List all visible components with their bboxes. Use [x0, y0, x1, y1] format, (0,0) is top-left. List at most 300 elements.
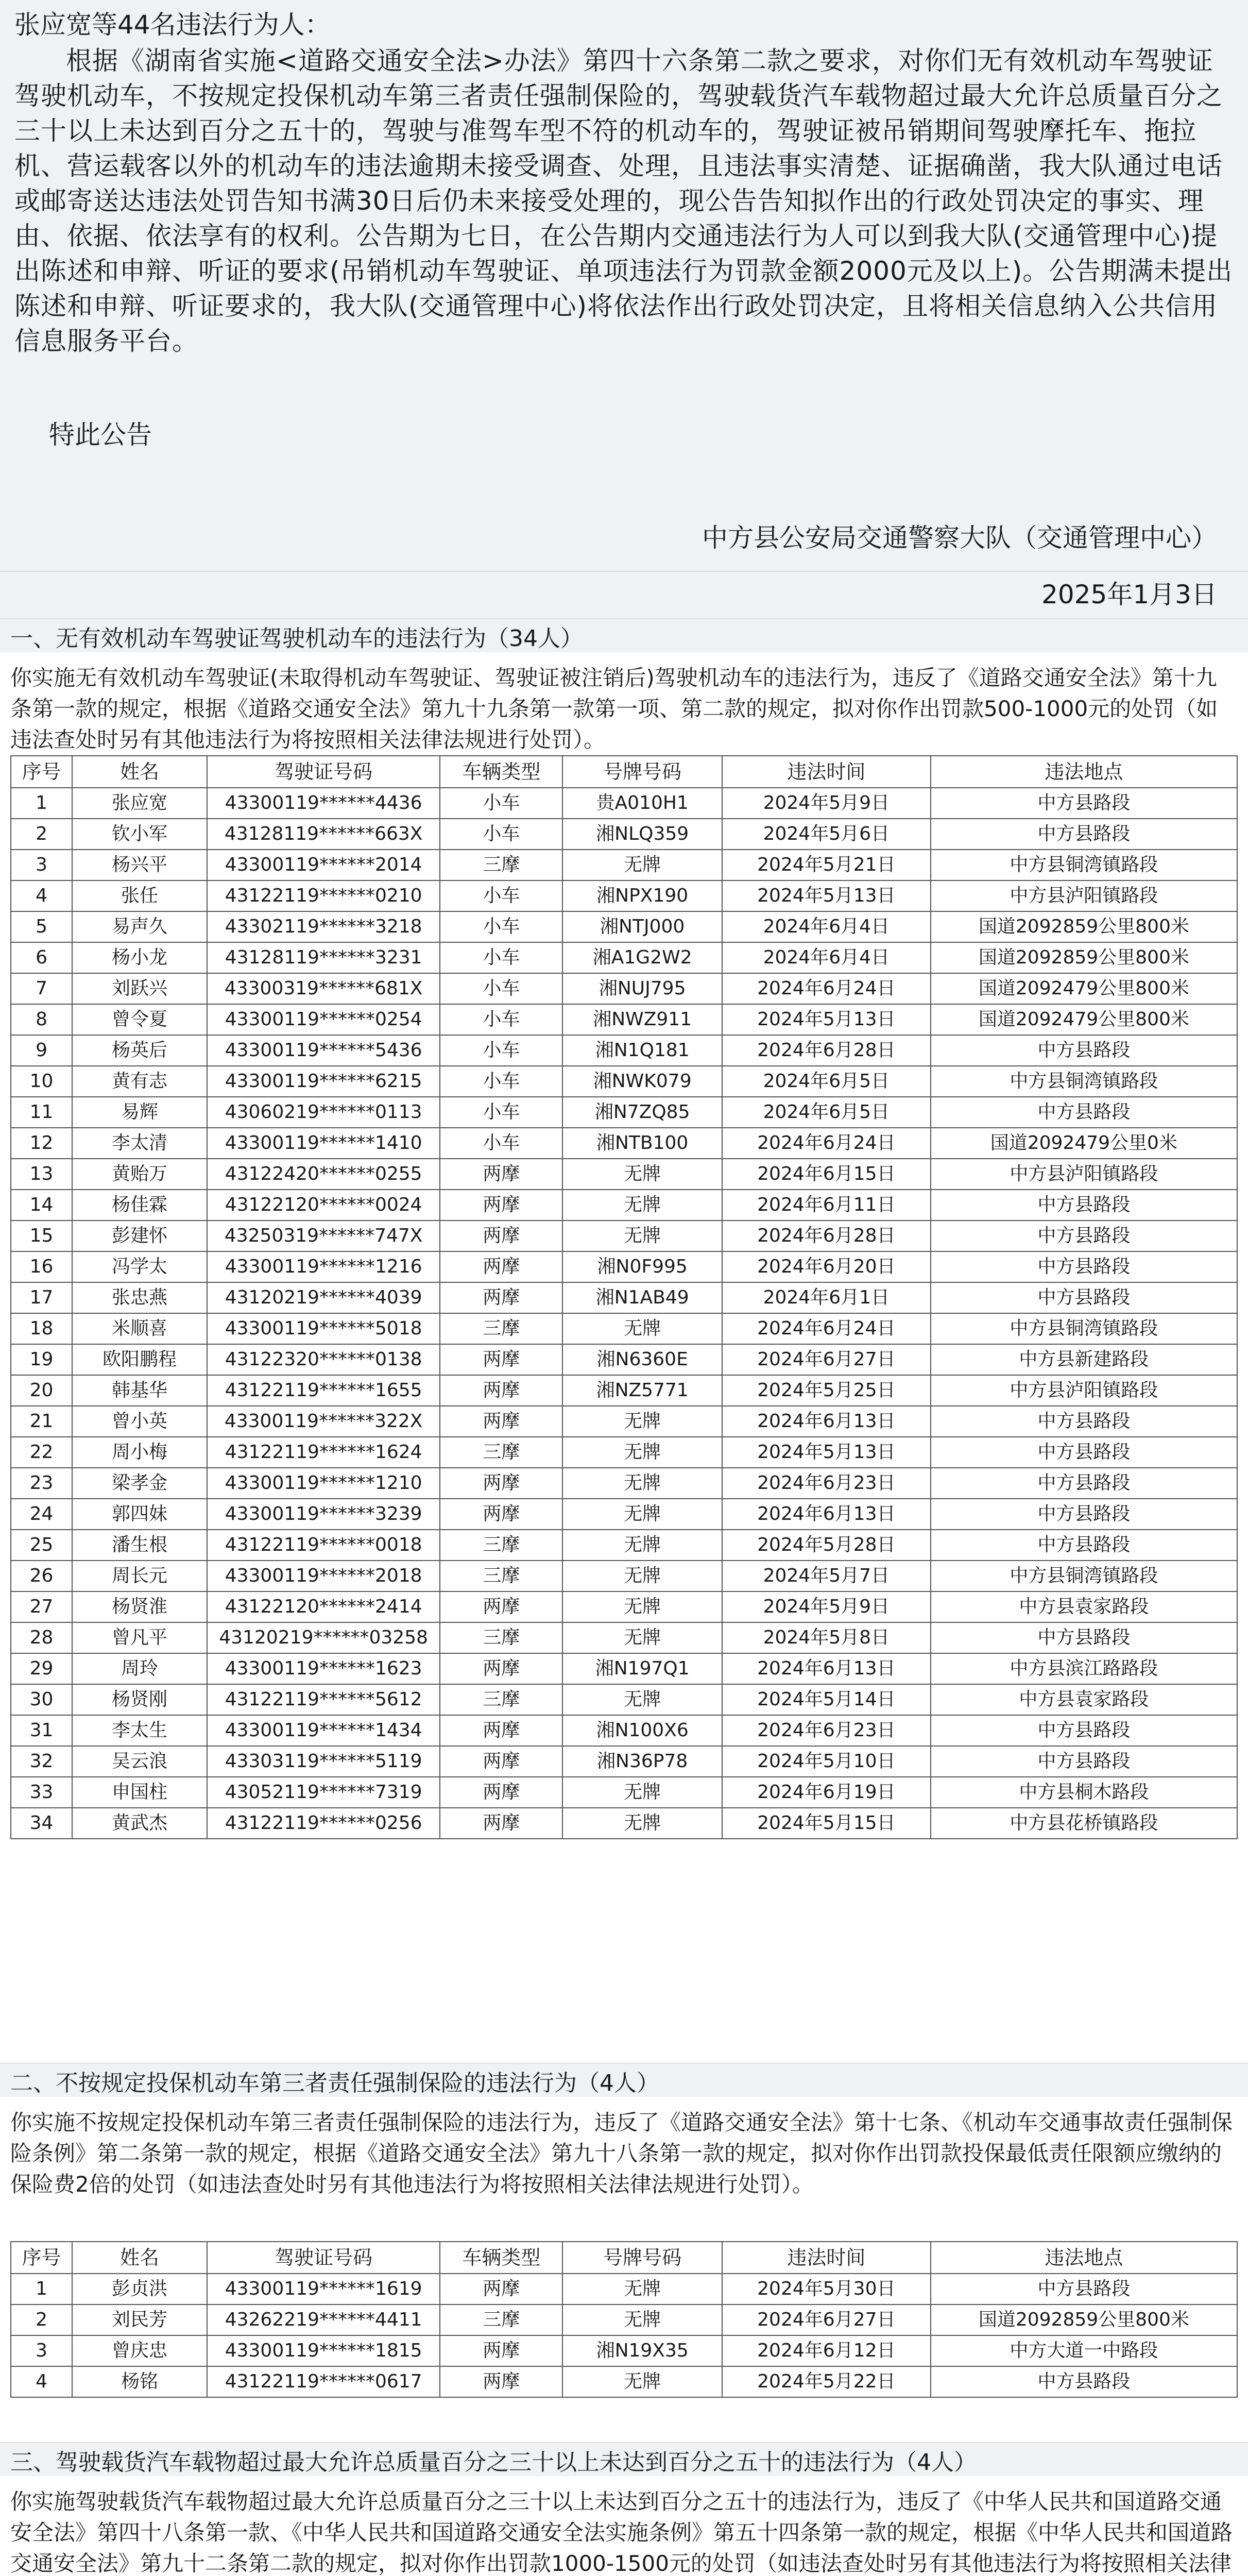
table-row	[11, 1684, 1237, 1715]
table-cell: 湘NTB100	[562, 1128, 722, 1159]
table-cell: 中方县路段	[931, 2274, 1237, 2304]
table-cell: 2024年6月24日	[722, 1313, 931, 1344]
table-cell: 湘NTJ000	[562, 911, 722, 942]
table-row	[11, 788, 1237, 819]
table-cell: 无牌	[562, 850, 722, 880]
section-3	[0, 2442, 1248, 2576]
table-cell: 2024年5月28日	[722, 1530, 931, 1561]
table-row	[11, 1437, 1237, 1468]
table-cell: 2024年6月23日	[722, 1468, 931, 1499]
table-cell: 三摩	[440, 1684, 562, 1715]
table-cell: 14	[11, 1190, 72, 1221]
table-cell: 43300119******3239	[207, 1499, 440, 1530]
table-cell: 两摩	[440, 2274, 562, 2304]
table-cell: 两摩	[440, 1190, 562, 1221]
column-header: 车辆类型	[440, 2242, 562, 2274]
table-cell: 31	[11, 1715, 72, 1746]
table-header-row	[11, 2242, 1237, 2274]
violation-table	[10, 755, 1238, 1839]
section-body: 你实施不按规定投保机动车第三者责任强制保险的违法行为，违反了《道路交通安全法》第十七条、《机动车交通事故责任强制保险条例》第二条第一款的规定，根据《道路交通安全法》第九十八条第一款的规定，拟对你作出罚款投保最低责任限额应缴纳的保险费2倍的处罚（如违法查处时另有其他违法行为将按照相关法律法规进行处罚）。	[10, 2110, 1233, 2197]
table-cell: 2024年6月13日	[722, 1406, 931, 1437]
column-header: 姓名	[72, 2242, 207, 2274]
table-cell: 杨铭	[72, 2366, 207, 2397]
table-cell: 黄贻万	[72, 1159, 207, 1190]
table-cell: 李太清	[72, 1128, 207, 1159]
table-cell: 无牌	[562, 1313, 722, 1344]
column-header: 车辆类型	[440, 756, 562, 788]
violation-table	[10, 2241, 1238, 2398]
table-cell: 小车	[440, 942, 562, 973]
table-cell: 2024年5月13日	[722, 1004, 931, 1035]
table-cell: 三摩	[440, 1530, 562, 1561]
table-cell: 43300319******681X	[207, 973, 440, 1004]
table-cell: 中方县路段	[931, 788, 1237, 819]
table-cell: 国道2092479公里0米	[931, 1128, 1237, 1159]
table-row	[11, 1499, 1237, 1530]
table-cell: 周小梅	[72, 1437, 207, 1468]
column-header: 姓名	[72, 756, 207, 788]
table-cell: 无牌	[562, 1530, 722, 1561]
table-cell: 32	[11, 1746, 72, 1777]
table-header-row	[11, 756, 1237, 788]
table-cell: 两摩	[440, 1777, 562, 1808]
table-cell: 10	[11, 1066, 72, 1097]
table-cell: 中方县泸阳镇路段	[931, 880, 1237, 911]
table-cell: 两摩	[440, 1591, 562, 1622]
table-cell: 易辉	[72, 1097, 207, 1128]
table-cell: 曾小英	[72, 1406, 207, 1437]
table-cell: 中方县袁家路段	[931, 1591, 1237, 1622]
table-cell: 43122119******0256	[207, 1808, 440, 1839]
table-cell: 中方县路段	[931, 819, 1237, 850]
table-cell: 43060219******0113	[207, 1097, 440, 1128]
table-cell: 无牌	[562, 1221, 722, 1251]
table-cell: 两摩	[440, 1746, 562, 1777]
table-cell: 2024年6月12日	[722, 2335, 931, 2366]
table-cell: 中方县路段	[931, 1190, 1237, 1221]
table-cell: 中方县泸阳镇路段	[931, 1375, 1237, 1406]
table-cell: 两摩	[440, 1159, 562, 1190]
table-cell: 43300119******1410	[207, 1128, 440, 1159]
table-cell: 2024年5月9日	[722, 788, 931, 819]
table-cell: 43300119******1815	[207, 2335, 440, 2366]
table-cell: 湘NLQ359	[562, 819, 722, 850]
table-row	[11, 850, 1237, 880]
section-1	[0, 618, 1248, 1839]
table-cell: 2024年5月9日	[722, 1591, 931, 1622]
table-cell: 43122320******0138	[207, 1344, 440, 1375]
table-cell: 无牌	[562, 1777, 722, 1808]
table-cell: 2024年6月27日	[722, 1344, 931, 1375]
table-cell: 43300119******5018	[207, 1313, 440, 1344]
table-cell: 两摩	[440, 1344, 562, 1375]
table-cell: 2024年6月20日	[722, 1251, 931, 1282]
table-row	[11, 1530, 1237, 1561]
table-cell: 中方大道一中路段	[931, 2335, 1237, 2366]
table-cell: 2024年5月13日	[722, 880, 931, 911]
table-cell: 2024年6月5日	[722, 1066, 931, 1097]
column-header: 序号	[11, 2242, 72, 2274]
table-cell: 黄武杰	[72, 1808, 207, 1839]
table-cell: 43122120******2414	[207, 1591, 440, 1622]
column-header: 序号	[11, 756, 72, 788]
table-row	[11, 1591, 1237, 1622]
table-cell: 国道2092479公里800米	[931, 973, 1237, 1004]
table-row	[11, 1035, 1237, 1066]
table-row	[11, 1468, 1237, 1499]
table-cell: 中方县路段	[931, 1251, 1237, 1282]
table-cell: 湘N19X35	[562, 2335, 722, 2366]
table-cell: 湘N100X6	[562, 1715, 722, 1746]
table-cell: 43300119******2018	[207, 1561, 440, 1591]
table-row	[11, 1406, 1237, 1437]
table-row	[11, 819, 1237, 850]
table-cell: 43300119******1623	[207, 1653, 440, 1684]
table-cell: 小车	[440, 880, 562, 911]
table-cell: 19	[11, 1344, 72, 1375]
column-header: 违法地点	[931, 756, 1237, 788]
table-cell: 无牌	[562, 2366, 722, 2397]
table-cell: 中方县路段	[931, 1282, 1237, 1313]
table-cell: 43300119******0254	[207, 1004, 440, 1035]
table-cell: 2024年6月15日	[722, 1159, 931, 1190]
section-title: 一、无有效机动车驾驶证驾驶机动车的违法行为（34人）	[0, 618, 1248, 652]
table-cell: 中方县路段	[931, 1437, 1237, 1468]
table-row	[11, 911, 1237, 942]
table-cell: 28	[11, 1622, 72, 1653]
table-cell: 2024年6月27日	[722, 2304, 931, 2335]
table-cell: 2024年5月22日	[722, 2366, 931, 2397]
table-cell: 43122119******5612	[207, 1684, 440, 1715]
table-cell: 无牌	[562, 1591, 722, 1622]
table-cell: 曾令夏	[72, 1004, 207, 1035]
table-cell: 杨贤刚	[72, 1684, 207, 1715]
table-cell: 43120219******4039	[207, 1282, 440, 1313]
table-cell: 43128119******3231	[207, 942, 440, 973]
table-cell: 中方县铜湾镇路段	[931, 850, 1237, 880]
table-cell: 中方县铜湾镇路段	[931, 1313, 1237, 1344]
table-cell: 小车	[440, 819, 562, 850]
table-cell: 43300119******1216	[207, 1251, 440, 1282]
table-cell: 湘N1AB49	[562, 1282, 722, 1313]
table-cell: 43122119******0018	[207, 1530, 440, 1561]
table-cell: 21	[11, 1406, 72, 1437]
table-cell: 两摩	[440, 1499, 562, 1530]
table-row	[11, 2335, 1237, 2366]
table-cell: 中方县路段	[931, 1622, 1237, 1653]
table-cell: 2024年6月13日	[722, 1499, 931, 1530]
table-cell: 2024年5月6日	[722, 819, 931, 850]
section-body: 你实施驾驶载货汽车载物超过最大允许总质量百分之三十以上未达到百分之五十的违法行为，违反了《中华人民共和国道路交通安全法》第四十八条第一款、《中华人民共和国道路交通安全法实施条例》第五十四条第一款的规定，根据《中华人民共和国道路交通安全法》第九十二条第二款的规定，拟对你作出罚款1000-1500元的处罚（如违法查处时另有其他违法行为将按照相关法律	[10, 2489, 1233, 2576]
table-cell: 刘跃兴	[72, 973, 207, 1004]
table-row	[11, 942, 1237, 973]
table-cell: 湘NZ5771	[562, 1375, 722, 1406]
section-title: 三、驾驶载货汽车载物超过最大允许总质量百分之三十以上未达到百分之五十的违法行为（4人）	[0, 2442, 1248, 2476]
table-cell: 中方县泸阳镇路段	[931, 1159, 1237, 1190]
notice-paragraph: 根据《湖南省实施<道路交通安全法>办法》第四十六条第二款之要求，对你们无有效机动车驾驶证驾驶机动车，不按规定投保机动车第三者责任强制保险的，驾驶载货汽车载物超过最大允许总质量百分之三十以上未达到百分之五十的，驾驶与准驾车型不符的机动车的，驾驶证被吊销期间驾驶摩托车、拖拉机、营运载客以外的机动车的违法逾期未接受调查、处理，且违法事实清楚、证据确凿，我大队通过电话或邮寄送达违法处罚告知书满30日后仍未来接受处理的，现公告告知拟作出的行政处罚决定的事实、理由、依据、依法享有的权利。公告期为七日，在公告期内交通违法行为人可以到我大队(交通管理中心)提出陈述和申辩、听证的要求(吊销机动车驾驶证、单项违法行为罚款金额2000元及以上)。公告期满未提出陈述和申辩、听证要求的，我大队(交通管理中心)将依法作出行政处罚决定，且将相关信息纳入公共信用信息服务平台。	[14, 46, 1233, 356]
table-cell: 27	[11, 1591, 72, 1622]
table-cell: 2024年5月14日	[722, 1684, 931, 1715]
table-cell: 国道2092859公里800米	[931, 2304, 1237, 2335]
table-cell: 9	[11, 1035, 72, 1066]
table-cell: 湘A1G2W2	[562, 942, 722, 973]
table-cell: 周玲	[72, 1653, 207, 1684]
table-cell: 三摩	[440, 2304, 562, 2335]
table-cell: 26	[11, 1561, 72, 1591]
table-cell: 小车	[440, 973, 562, 1004]
table-cell: 杨小龙	[72, 942, 207, 973]
closing-text: 特此公告	[49, 420, 152, 450]
table-cell: 中方县铜湾镇路段	[931, 1066, 1237, 1097]
table-cell: 中方县袁家路段	[931, 1684, 1237, 1715]
table-cell: 钦小军	[72, 819, 207, 850]
table-cell: 无牌	[562, 1499, 722, 1530]
column-header: 违法地点	[931, 2242, 1237, 2274]
table-cell: 29	[11, 1653, 72, 1684]
table-cell: 中方县路段	[931, 1035, 1237, 1066]
table-cell: 湘N36P78	[562, 1746, 722, 1777]
table-cell: 25	[11, 1530, 72, 1561]
table-cell: 湘N0F995	[562, 1251, 722, 1282]
table-cell: 11	[11, 1097, 72, 1128]
table-cell: 两摩	[440, 1221, 562, 1251]
table-cell: 两摩	[440, 1715, 562, 1746]
table-cell: 彭建怀	[72, 1221, 207, 1251]
table-cell: 中方县路段	[931, 1097, 1237, 1128]
table-cell: 贵A010H1	[562, 788, 722, 819]
table-cell: 2024年6月28日	[722, 1035, 931, 1066]
table-cell: 吴云浪	[72, 1746, 207, 1777]
table-cell: 43300119******4436	[207, 788, 440, 819]
table-cell: 2024年5月15日	[722, 1808, 931, 1839]
table-cell: 2024年5月10日	[722, 1746, 931, 1777]
table-row	[11, 1066, 1237, 1097]
table-cell: 两摩	[440, 1808, 562, 1839]
table-cell: 中方县路段	[931, 1530, 1237, 1561]
table-cell: 43122119******1624	[207, 1437, 440, 1468]
table-cell: 2024年6月24日	[722, 1128, 931, 1159]
table-cell: 24	[11, 1499, 72, 1530]
section-title: 二、不按规定投保机动车第三者责任强制保险的违法行为（4人）	[0, 2063, 1248, 2097]
table-cell: 6	[11, 942, 72, 973]
table-cell: 2024年5月21日	[722, 850, 931, 880]
table-cell: 张应宽	[72, 788, 207, 819]
table-cell: 小车	[440, 1066, 562, 1097]
table-row	[11, 1004, 1237, 1035]
table-cell: 无牌	[562, 1190, 722, 1221]
table-cell: 2024年6月13日	[722, 1653, 931, 1684]
table-cell: 申国柱	[72, 1777, 207, 1808]
table-row	[11, 1251, 1237, 1282]
table-cell: 1	[11, 788, 72, 819]
table-cell: 曾庆忠	[72, 2335, 207, 2366]
table-cell: 杨佳霖	[72, 1190, 207, 1221]
table-row	[11, 1746, 1237, 1777]
table-row	[11, 880, 1237, 911]
table-cell: 国道2092859公里800米	[931, 911, 1237, 942]
table-cell: 17	[11, 1282, 72, 1313]
table-cell: 湘NWK079	[562, 1066, 722, 1097]
table-cell: 43300119******1434	[207, 1715, 440, 1746]
table-cell: 43122119******0210	[207, 880, 440, 911]
table-row	[11, 2304, 1237, 2335]
table-cell: 7	[11, 973, 72, 1004]
table-cell: 米顺喜	[72, 1313, 207, 1344]
table-row	[11, 1808, 1237, 1839]
table-cell: 43128119******663X	[207, 819, 440, 850]
table-cell: 中方县路段	[931, 2366, 1237, 2397]
table-cell: 中方县滨江路路段	[931, 1653, 1237, 1684]
table-cell: 中方县路段	[931, 1715, 1237, 1746]
table-cell: 43300119******2014	[207, 850, 440, 880]
table-row	[11, 1128, 1237, 1159]
table-cell: 无牌	[562, 1561, 722, 1591]
table-cell: 杨贤淮	[72, 1591, 207, 1622]
table-cell: 曾凡平	[72, 1622, 207, 1653]
table-row	[11, 1159, 1237, 1190]
table-row	[11, 1221, 1237, 1251]
table-row	[11, 1097, 1237, 1128]
table-cell: 43262219******4411	[207, 2304, 440, 2335]
table-cell: 国道2092479公里800米	[931, 1004, 1237, 1035]
table-cell: 43300119******6215	[207, 1066, 440, 1097]
table-cell: 2024年6月19日	[722, 1777, 931, 1808]
table-cell: 2024年5月30日	[722, 2274, 931, 2304]
table-cell: 中方县路段	[931, 1499, 1237, 1530]
issue-date: 2025年1月3日	[1041, 580, 1217, 609]
table-cell: 无牌	[562, 1406, 722, 1437]
table-cell: 无牌	[562, 2274, 722, 2304]
table-cell: 小车	[440, 1004, 562, 1035]
table-cell: 周长元	[72, 1561, 207, 1591]
table-cell: 23	[11, 1468, 72, 1499]
column-header: 号牌号码	[562, 2242, 722, 2274]
table-cell: 中方县路段	[931, 1746, 1237, 1777]
table-cell: 无牌	[562, 1622, 722, 1653]
table-cell: 两摩	[440, 2335, 562, 2366]
table-cell: 彭贞洪	[72, 2274, 207, 2304]
table-cell: 李太生	[72, 1715, 207, 1746]
notice-header	[0, 0, 1248, 571]
table-cell: 韩基华	[72, 1375, 207, 1406]
table-cell: 34	[11, 1808, 72, 1839]
table-cell: 43122420******0255	[207, 1159, 440, 1190]
table-row	[11, 1313, 1237, 1344]
table-cell: 三摩	[440, 1437, 562, 1468]
date-bar	[0, 571, 1248, 619]
table-cell: 2024年5月8日	[722, 1622, 931, 1653]
table-cell: 三摩	[440, 850, 562, 880]
table-cell: 5	[11, 911, 72, 942]
table-cell: 43300119******5436	[207, 1035, 440, 1066]
table-cell: 2024年6月11日	[722, 1190, 931, 1221]
table-cell: 33	[11, 1777, 72, 1808]
table-cell: 43052119******7319	[207, 1777, 440, 1808]
table-row	[11, 1190, 1237, 1221]
table-cell: 欧阳鹏程	[72, 1344, 207, 1375]
table-cell: 冯学太	[72, 1251, 207, 1282]
table-cell: 潘生根	[72, 1530, 207, 1561]
table-cell: 无牌	[562, 2304, 722, 2335]
table-cell: 8	[11, 1004, 72, 1035]
table-cell: 2024年6月4日	[722, 942, 931, 973]
table-cell: 无牌	[562, 1468, 722, 1499]
table-cell: 22	[11, 1437, 72, 1468]
table-cell: 中方县路段	[931, 1406, 1237, 1437]
table-row	[11, 1622, 1237, 1653]
table-cell: 三摩	[440, 1622, 562, 1653]
table-cell: 4	[11, 880, 72, 911]
table-cell: 无牌	[562, 1437, 722, 1468]
table-row	[11, 2366, 1237, 2397]
table-cell: 13	[11, 1159, 72, 1190]
table-cell: 中方县路段	[931, 1221, 1237, 1251]
table-cell: 43302119******3218	[207, 911, 440, 942]
table-row	[11, 1715, 1237, 1746]
table-cell: 小车	[440, 911, 562, 942]
table-cell: 中方县路段	[931, 1468, 1237, 1499]
table-cell: 梁孝金	[72, 1468, 207, 1499]
table-cell: 两摩	[440, 1653, 562, 1684]
table-cell: 两摩	[440, 1282, 562, 1313]
table-cell: 12	[11, 1128, 72, 1159]
table-cell: 2024年6月24日	[722, 973, 931, 1004]
table-cell: 2024年6月23日	[722, 1715, 931, 1746]
table-cell: 2024年6月28日	[722, 1221, 931, 1251]
table-cell: 小车	[440, 1128, 562, 1159]
table-cell: 湘NUJ795	[562, 973, 722, 1004]
table-row	[11, 1344, 1237, 1375]
table-cell: 43300119******1619	[207, 2274, 440, 2304]
table-cell: 湘N1Q181	[562, 1035, 722, 1066]
table-cell: 43122119******1655	[207, 1375, 440, 1406]
table-row	[11, 1561, 1237, 1591]
table-cell: 中方县花桥镇路段	[931, 1808, 1237, 1839]
table-row	[11, 1375, 1237, 1406]
table-cell: 43120219******03258	[207, 1622, 440, 1653]
table-row	[11, 1282, 1237, 1313]
table-cell: 小车	[440, 1097, 562, 1128]
table-cell: 2024年6月4日	[722, 911, 931, 942]
table-cell: 2024年5月7日	[722, 1561, 931, 1591]
issuer-name: 中方县公安局交通警察大队（交通管理中心）	[702, 523, 1217, 553]
table-cell: 1	[11, 2274, 72, 2304]
table-cell: 张忠燕	[72, 1282, 207, 1313]
table-cell: 15	[11, 1221, 72, 1251]
table-cell: 中方县桐木路段	[931, 1777, 1237, 1808]
table-cell: 黄有志	[72, 1066, 207, 1097]
table-cell: 小车	[440, 1035, 562, 1066]
table-cell: 20	[11, 1375, 72, 1406]
table-cell: 2024年5月25日	[722, 1375, 931, 1406]
table-cell: 3	[11, 850, 72, 880]
table-row	[11, 1653, 1237, 1684]
table-row	[11, 973, 1237, 1004]
table-cell: 三摩	[440, 1561, 562, 1591]
table-cell: 4	[11, 2366, 72, 2397]
table-cell: 两摩	[440, 1251, 562, 1282]
table-cell: 无牌	[562, 1808, 722, 1839]
table-cell: 43122120******0024	[207, 1190, 440, 1221]
table-cell: 湘N197Q1	[562, 1653, 722, 1684]
table-cell: 43122119******0617	[207, 2366, 440, 2397]
table-cell: 两摩	[440, 1468, 562, 1499]
table-cell: 无牌	[562, 1684, 722, 1715]
table-cell: 湘N6360E	[562, 1344, 722, 1375]
table-cell: 43300119******1210	[207, 1468, 440, 1499]
table-cell: 43303119******5119	[207, 1746, 440, 1777]
table-cell: 3	[11, 2335, 72, 2366]
